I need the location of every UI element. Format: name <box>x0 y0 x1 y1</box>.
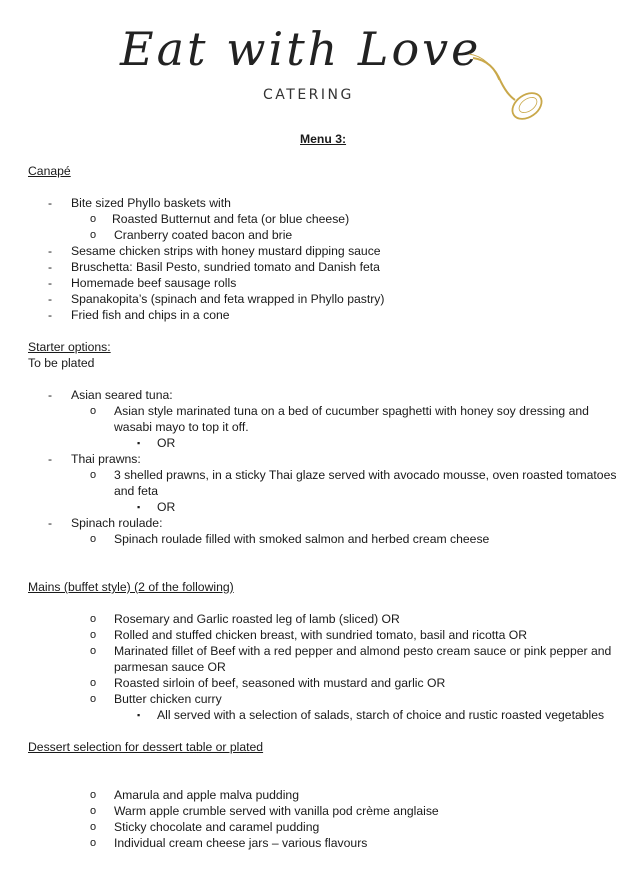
canape-heading: Canapé <box>28 164 71 178</box>
canape-item: Homemade beef sausage rolls <box>71 276 237 290</box>
logo <box>0 0 622 125</box>
bullet-circle: o <box>90 405 97 417</box>
dessert-heading: Dessert selection for dessert table or plated <box>28 740 264 754</box>
starter-description: and feta <box>114 484 159 498</box>
mains-item: Marinated fillet of Beef with a red pepper and almond pesto cream sauce or pink pepper and <box>114 644 612 658</box>
starter-description: wasabi mayo to top it off. <box>114 420 249 434</box>
mains-item: Rosemary and Garlic roasted leg of lamb (sliced) OR <box>114 612 400 626</box>
logo-script-text: Eat with Love <box>120 22 482 76</box>
bullet-dash: - <box>48 452 53 466</box>
starter-description: 3 shelled prawns, in a sticky Thai glaze served with avocado mousse, oven roasted tomatoes <box>114 468 617 482</box>
dessert-item: Amarula and apple malva pudding <box>114 788 299 802</box>
canape-subitem: Cranberry coated bacon and brie <box>114 228 293 242</box>
bullet-dash: - <box>48 308 53 322</box>
bullet-circle: o <box>90 533 97 545</box>
canape-subitem: Roasted Butternut and feta (or blue cheese) <box>112 212 350 226</box>
starter-note: To be plated <box>28 356 95 370</box>
logo-subtitle: CATERING <box>263 87 354 103</box>
bullet-circle: o <box>90 789 97 801</box>
mains-item: Butter chicken curry <box>114 692 222 706</box>
bullet-circle: o <box>90 693 97 705</box>
canape-item: Spanakopita’s (spinach and feta wrapped in Phyllo pastry) <box>71 292 385 306</box>
starter-item: Asian seared tuna: <box>71 388 173 402</box>
starter-description: Asian style marinated tuna on a bed of cucumber spaghetti with honey soy dressing and <box>114 404 589 418</box>
starter-heading: Starter options: <box>28 340 111 354</box>
bullet-circle: o <box>90 469 97 481</box>
bullet-circle: o <box>90 613 97 625</box>
bullet-dash: - <box>48 276 53 290</box>
dessert-item: Sticky chocolate and caramel pudding <box>114 820 320 834</box>
bullet-square: ▪ <box>137 502 141 512</box>
canape-item: Bruschetta: Basil Pesto, sundried tomato and Danish feta <box>71 260 380 274</box>
bullet-dash: - <box>48 244 53 258</box>
bullet-circle: o <box>90 229 97 241</box>
mains-note: All served with a selection of salads, starch of choice and rustic roasted vegetables <box>157 708 605 722</box>
starter-item: Thai prawns: <box>71 452 141 466</box>
dessert-item: Warm apple crumble served with vanilla pod crème anglaise <box>114 804 439 818</box>
bullet-square: ▪ <box>137 710 141 720</box>
bullet-dash: - <box>48 196 53 210</box>
spoon-icon <box>465 48 550 123</box>
mains-item: Roasted sirloin of beef, seasoned with mustard and garlic OR <box>114 676 446 690</box>
canape-item: Sesame chicken strips with honey mustard dipping sauce <box>71 244 381 258</box>
bullet-dash: - <box>48 292 53 306</box>
starter-item: Spinach roulade: <box>71 516 163 530</box>
bullet-circle: o <box>90 213 97 225</box>
bullet-dash: - <box>48 388 53 402</box>
bullet-dash: - <box>48 516 53 530</box>
mains-heading: Mains (buffet style) (2 of the following) <box>28 580 234 594</box>
canape-item: Fried fish and chips in a cone <box>71 308 230 322</box>
bullet-circle: o <box>90 821 97 833</box>
menu-title: Menu 3: <box>300 132 347 146</box>
bullet-circle: o <box>90 677 97 689</box>
starter-description: Spinach roulade filled with smoked salmon and herbed cream cheese <box>114 532 490 546</box>
mains-item: Rolled and stuffed chicken breast, with sundried tomato, basil and ricotta OR <box>114 628 528 642</box>
dessert-item: Individual cream cheese jars – various flavours <box>114 836 368 850</box>
or-label: OR <box>157 500 176 514</box>
or-label: OR <box>157 436 176 450</box>
bullet-circle: o <box>90 645 97 657</box>
bullet-circle: o <box>90 837 97 849</box>
bullet-circle: o <box>90 805 97 817</box>
bullet-dash: - <box>48 260 53 274</box>
canape-item: Bite sized Phyllo baskets with <box>71 196 231 210</box>
mains-item: parmesan sauce OR <box>114 660 226 674</box>
bullet-square: ▪ <box>137 438 141 448</box>
bullet-circle: o <box>90 629 97 641</box>
